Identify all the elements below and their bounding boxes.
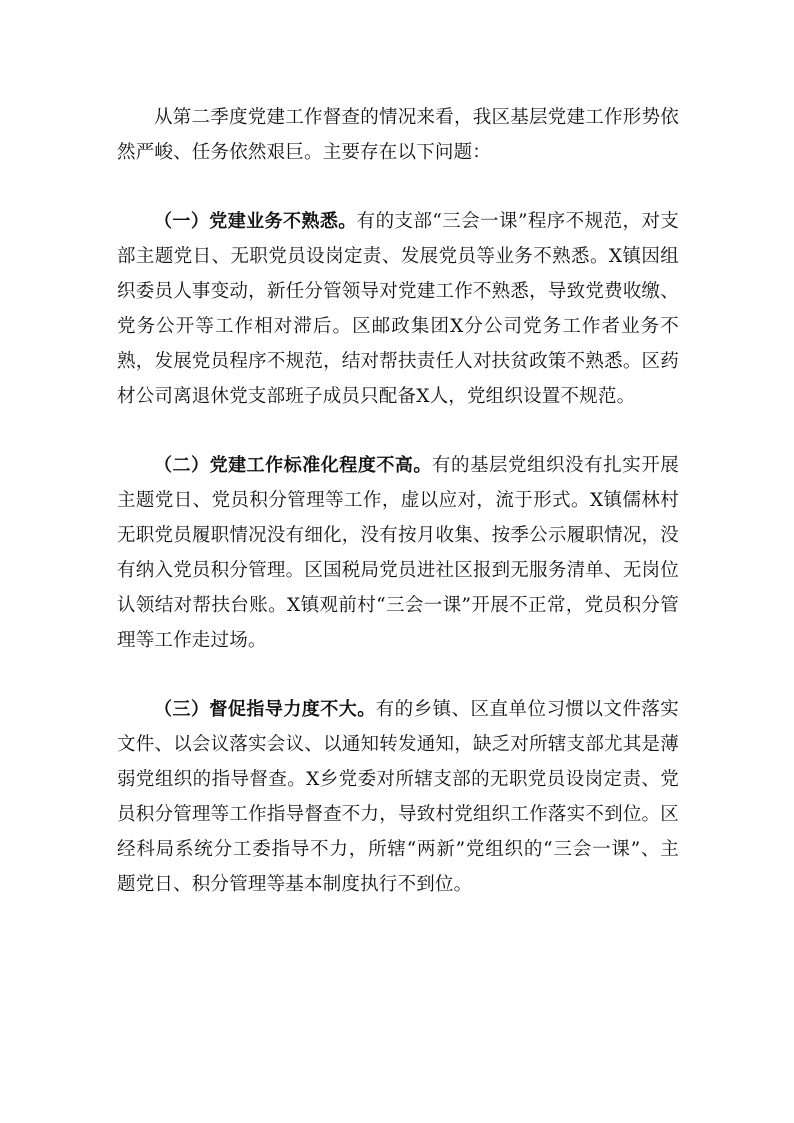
intro-paragraph: 从第二季度党建工作督查的情况来看，我区基层党建工作形势依然严峻、任务依然艰巨。主要存在以下问题： — [117, 107, 679, 163]
section-two — [117, 448, 679, 658]
section-one-body: 有的支部“三会一课”程序不规范，对支部主题党日、无职党员设岗定责、发展党员等业务不熟悉。X镇因组织委员人事变动，新任分管领导对党建工作不熟悉，导致党费收缴、党务公开等工作相对滞后。区邮政集团X分公司党务工作者业务不熟，发展党员程序不规范，结对帮扶责任人对扶贫政策不熟悉。区药材公司离退休党支部班子成员只配备X人，党组织设置不规范。 — [117, 211, 679, 407]
document-body — [117, 100, 679, 902]
section-one — [117, 204, 679, 414]
section-three-heading: （三）督促指导力度不大。 — [154, 699, 376, 720]
section-two-body: 有的基层党组织没有扎实开展主题党日、党员积分管理等工作，虚以应对，流于形式。X镇儒林村无职党员履职情况没有细化，没有按月收集、按季公示履职情况，没有纳入党员积分管理。区国税局党员进社区报到无服务清单、无岗位认领结对帮扶台账。X镇观前村“三会一课”开展不正常，党员积分管理等工作走过场。 — [117, 455, 679, 651]
section-three-body: 有的乡镇、区直单位习惯以文件落实文件、以会议落实会议、以通知转发通知，缺乏对所辖支部尤其是薄弱党组织的指导督查。X乡党委对所辖支部的无职党员设岗定责、党员积分管理等工作指导督查不力，导致村党组织工作落实不到位。区经科局系统分工委指导不力，所辖“两新”党组织的“三会一课”、主题党日、积分管理等基本制度执行不到位。 — [117, 699, 679, 895]
section-one-heading: （一）党建业务不熟悉。 — [154, 211, 357, 232]
section-three — [117, 692, 679, 902]
section-two-heading: （二）党建工作标准化程度不高。 — [154, 455, 432, 476]
